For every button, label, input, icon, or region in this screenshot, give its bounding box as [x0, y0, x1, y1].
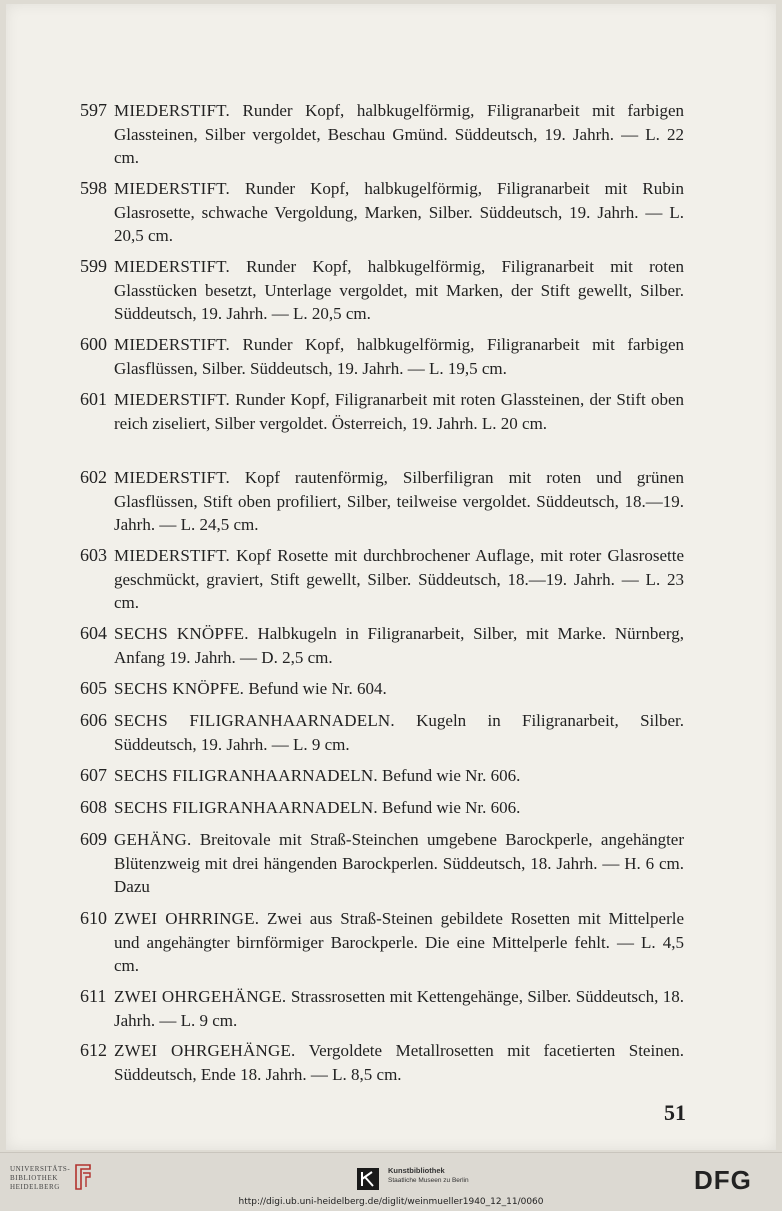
- museen-subtitle: Staatliche Museen zu Berlin: [388, 1177, 469, 1184]
- entry-number: 609: [80, 829, 107, 849]
- entry-number: 597: [80, 100, 107, 120]
- entry-title: SECHS FILIGRANHAARNADELN.: [114, 798, 378, 817]
- entry-text: [114, 333, 684, 380]
- entry-text: [114, 709, 684, 756]
- entry-title: MIEDERSTIFT.: [114, 468, 230, 487]
- entry-text: [114, 177, 684, 248]
- kunstbibliothek-title: Kunstbibliothek: [388, 1166, 445, 1175]
- entry-description: Kopf rautenförmig, Silberfiligran mit roten und grünen Glasflüssen, Stift oben profiliert, Silber, teilweise vergoldet. Süddeutsch, 18.—19. Jahrh. — L. 24,5 cm.: [114, 468, 684, 534]
- entry-text: [114, 99, 684, 170]
- entry-description: Vergoldete Metallrosetten mit facetierten Steinen. Süddeutsch, Ende 18. Jahrh. — L. 8,5 cm.: [114, 1041, 684, 1084]
- entry-text: [114, 544, 684, 615]
- entry-number: 607: [80, 765, 107, 785]
- entry-number: 604: [80, 623, 107, 643]
- entry-text: [114, 255, 684, 326]
- entry-description: Runder Kopf, halbkugelförmig, Filigranarbeit mit roten Glasstücken besetzt, Unterlage vergoldet, mit Marken, der Stift gewellt, Silber. Süddeutsch, 19. Jahrh. — L. 20,5 cm.: [114, 257, 685, 323]
- page-number: 51: [664, 1100, 686, 1125]
- entry-number: 605: [80, 678, 107, 698]
- university-line: BIBLIOTHEK: [10, 1174, 58, 1182]
- entry-title: SECHS FILIGRANHAARNADELN.: [114, 766, 378, 785]
- entry-text: [114, 677, 684, 701]
- entry-number: 612: [80, 1040, 107, 1060]
- dfg-logo: DFG: [694, 1165, 752, 1195]
- catalog-page: [6, 4, 776, 1150]
- entry-text: [114, 828, 684, 899]
- entry-description: Runder Kopf, halbkugelförmig, Filigranarbeit mit farbigen Glasflüssen, Silber. Süddeutsch, 19. Jahrh. — L. 19,5 cm.: [114, 335, 685, 378]
- source-url[interactable]: http://digi.ub.uni-heidelberg.de/diglit/weinmueller1940_12_11/0060: [238, 1197, 544, 1207]
- entry-title: MIEDERSTIFT.: [114, 390, 230, 409]
- entry-description: Befund wie Nr. 606.: [382, 798, 521, 817]
- entry-description: Runder Kopf, halbkugelförmig, Filigranarbeit mit farbigen Glassteinen, Silber vergoldet, Beschau Gmünd. Süddeutsch, 19. Jahrh. — L. 22 cm.: [114, 101, 685, 167]
- entry-title: ZWEI OHRGEHÄNGE.: [114, 987, 287, 1006]
- entry-title: MIEDERSTIFT.: [114, 335, 230, 354]
- entry-title: SECHS FILIGRANHAARNADELN.: [114, 711, 395, 730]
- entry-number: 600: [80, 334, 107, 354]
- entry-title: SECHS KNÖPFE.: [114, 624, 249, 643]
- entry-description: Befund wie Nr. 604.: [248, 679, 387, 698]
- entry-number: 599: [80, 256, 107, 276]
- entry-description: Kugeln in Filigranarbeit, Silber. Süddeutsch, 19. Jahrh. — L. 9 cm.: [114, 711, 684, 754]
- entry-number: 601: [80, 389, 107, 409]
- university-line: UNIVERSITÄTS-: [10, 1165, 71, 1173]
- entry-title: MIEDERSTIFT.: [114, 257, 230, 276]
- entry-text: [114, 466, 684, 537]
- entry-title: SECHS KNÖPFE.: [114, 679, 245, 698]
- entry-text: [114, 796, 684, 820]
- digitization-footer: [0, 1152, 782, 1211]
- entry-number: 602: [80, 467, 107, 487]
- university-library-wordmark: [10, 1165, 70, 1192]
- kunstbibliothek-logo-icon: [356, 1167, 380, 1191]
- entry-description: Breitovale mit Straß-Steinchen umgebene Barockperle, angehängter Blütenzweig mit drei hängenden Barockperlen. Süddeutsch, 18. Jahrh. — H. 6 cm. Dazu: [114, 830, 684, 896]
- entry-description: Runder Kopf, halbkugelförmig, Filigranarbeit mit Rubin Glasrosette, schwache Vergoldung, Marken, Silber. Süddeutsch, 19. Jahrh. — L. 20,5 cm.: [114, 179, 684, 245]
- entry-title: MIEDERSTIFT.: [114, 101, 230, 120]
- entry-description: Befund wie Nr. 606.: [382, 766, 521, 785]
- entry-title: ZWEI OHRRINGE.: [114, 909, 260, 928]
- entry-text: [114, 907, 684, 978]
- heidelberg-logo-icon: [72, 1161, 94, 1193]
- entry-number: 608: [80, 797, 107, 817]
- entry-text: [114, 985, 684, 1032]
- kunstbibliothek-label: [388, 1166, 469, 1184]
- entry-title: GEHÄNG.: [114, 830, 192, 849]
- entry-text: [114, 764, 684, 788]
- entry-description: Runder Kopf, Filigranarbeit mit roten Glassteinen, der Stift oben reich ziseliert, Silber vergoldet. Österreich, 19. Jahrh. L. 20 cm.: [114, 390, 685, 433]
- university-line: HEIDELBERG: [10, 1183, 60, 1191]
- entry-number: 598: [80, 178, 107, 198]
- entry-number: 606: [80, 710, 107, 730]
- entry-text: [114, 622, 684, 669]
- entry-description: Kopf Rosette mit durchbrochener Auflage, mit roter Glasrosette geschmückt, graviert, Stift gewellt, Silber. Süddeutsch, 18.—19. Jahrh. — L. 23 cm.: [114, 546, 684, 612]
- entry-number: 603: [80, 545, 107, 565]
- entry-text: [114, 388, 684, 435]
- entry-title: ZWEI OHRGEHÄNGE.: [114, 1041, 296, 1060]
- entry-description: Zwei aus Straß-Steinen gebildete Rosetten mit Mittelperle und angehängter birnförmiger Barockperle. Die eine Mittelperle fehlt. — L. 4,5 cm.: [114, 909, 685, 975]
- entry-text: [114, 1039, 684, 1086]
- entry-title: MIEDERSTIFT.: [114, 546, 230, 565]
- entry-number: 611: [80, 986, 107, 1006]
- entry-title: MIEDERSTIFT.: [114, 179, 230, 198]
- entry-description: Halbkugeln in Filigranarbeit, Silber, mit Marke. Nürnberg, Anfang 19. Jahrh. — D. 2,5 cm.: [114, 624, 684, 667]
- entry-description: Strassrosetten mit Kettengehänge, Silber. Süddeutsch, 18. Jahrh. — L. 9 cm.: [114, 987, 684, 1030]
- entry-number: 610: [80, 908, 107, 928]
